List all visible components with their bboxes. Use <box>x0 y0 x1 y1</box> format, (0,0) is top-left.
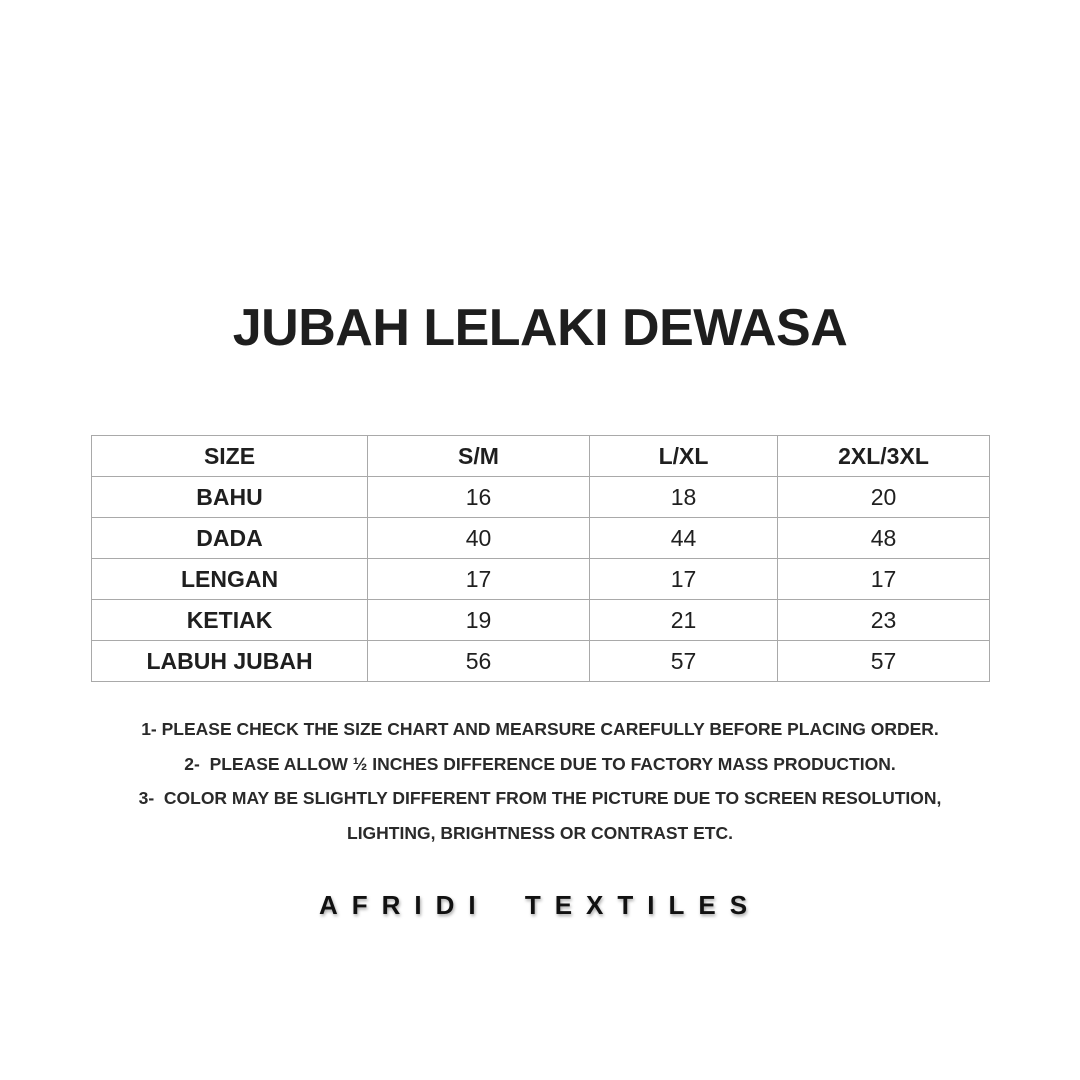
row-label: DADA <box>92 518 368 559</box>
notes-section <box>0 712 1080 850</box>
table-cell: 56 <box>368 641 590 682</box>
size-chart-table <box>91 435 990 682</box>
note-line: 3- COLOR MAY BE SLIGHTLY DIFFERENT FROM THE PICTURE DUE TO SCREEN RESOLUTION, <box>138 788 942 808</box>
table-cell: 20 <box>778 477 990 518</box>
page-title: JUBAH LELAKI DEWASA <box>232 299 848 357</box>
table-header-row <box>92 436 990 477</box>
table-cell: 48 <box>778 518 990 559</box>
note-line: 2- PLEASE ALLOW ½ INCHES DIFFERENCE DUE TO FACTORY MASS PRODUCTION. <box>184 753 896 774</box>
table-cell: 23 <box>778 600 990 641</box>
header-s-m: S/M <box>368 436 590 477</box>
header-l-xl: L/XL <box>590 436 778 477</box>
note-line: 1- PLEASE CHECK THE SIZE CHART AND MEARSURE CAREFULLY BEFORE PLACING ORDER. <box>141 719 939 739</box>
table-cell: 17 <box>590 559 778 600</box>
table-cell: 57 <box>778 641 990 682</box>
table-cell: 40 <box>368 518 590 559</box>
table-cell: 21 <box>590 600 778 641</box>
note-line: LIGHTING, BRIGHTNESS OR CONTRAST ETC. <box>347 822 733 843</box>
brand-name: AFRIDI TEXTILES <box>318 890 762 920</box>
table-cell: 57 <box>590 641 778 682</box>
table-cell: 18 <box>590 477 778 518</box>
table-row <box>92 641 990 682</box>
row-label: BAHU <box>92 477 368 518</box>
table-cell: 16 <box>368 477 590 518</box>
table-cell: 17 <box>368 559 590 600</box>
table-row <box>92 559 990 600</box>
table-cell: 44 <box>590 518 778 559</box>
row-label: LABUH JUBAH <box>92 641 368 682</box>
row-label: LENGAN <box>92 559 368 600</box>
table-row <box>92 477 990 518</box>
table-row <box>92 518 990 559</box>
table-cell: 19 <box>368 600 590 641</box>
table-row <box>92 600 990 641</box>
header-size: SIZE <box>92 436 368 477</box>
table-cell: 17 <box>778 559 990 600</box>
row-label: KETIAK <box>92 600 368 641</box>
header-2xl-3xl: 2XL/3XL <box>778 436 990 477</box>
